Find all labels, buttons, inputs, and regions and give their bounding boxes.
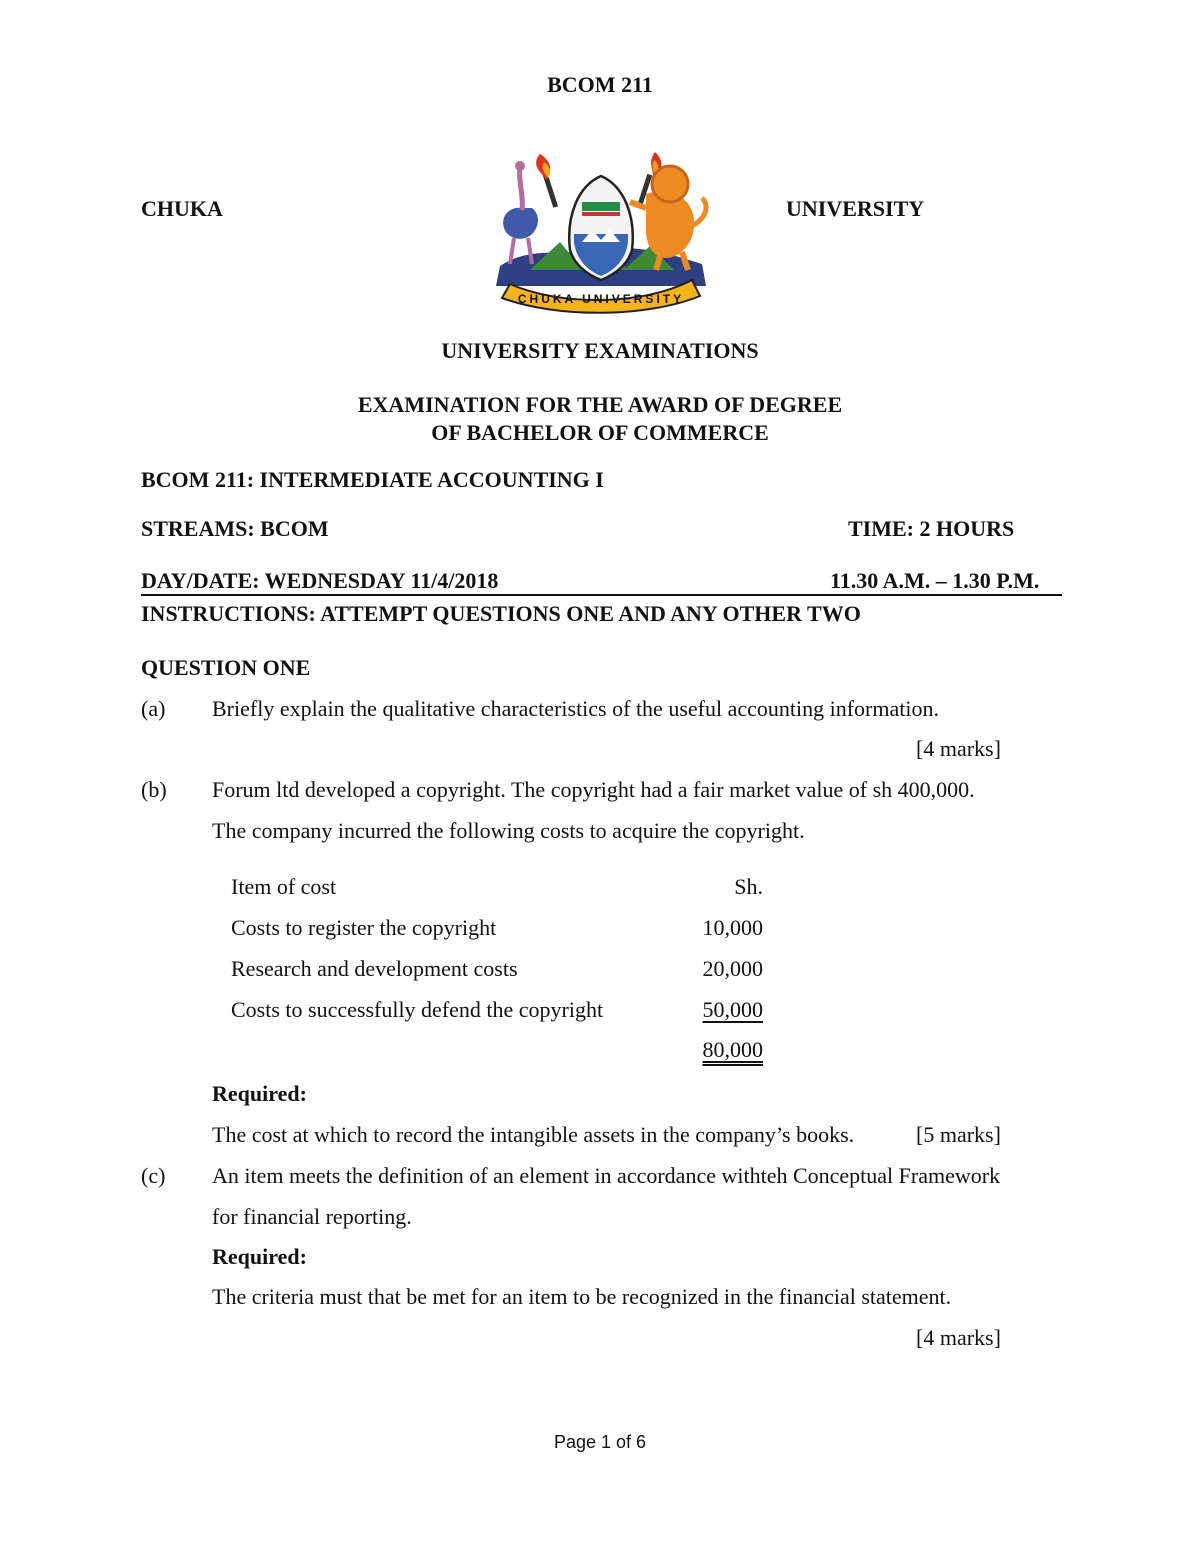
part-c-label: (c) (141, 1163, 166, 1188)
table-header-amount: Sh. (734, 874, 763, 899)
part-a-marks: [4 marks] (916, 736, 1001, 761)
exams-title: UNIVERSITY EXAMINATIONS (441, 338, 759, 363)
part-c-text-line2: for financial reporting. (212, 1204, 412, 1229)
part-b-text-line1: Forum ltd developed a copyright. The copyright had a fair market value of sh 400,000. (212, 777, 975, 802)
table-total-amount: 80,000 (702, 1037, 763, 1062)
part-b-required-text: The cost at which to record the intangible assets in the company’s books. (212, 1122, 855, 1147)
exam-duration: TIME: 2 HOURS (848, 516, 1015, 541)
table-row-item: Costs to register the copyright (231, 915, 497, 940)
part-c-marks: [4 marks] (916, 1325, 1001, 1350)
part-b-text-line2: The company incurred the following costs to acquire the copyright. (212, 818, 805, 843)
header-left-word: CHUKA (141, 196, 223, 221)
header-divider (141, 594, 1062, 596)
course-code-header: BCOM 211 (547, 72, 653, 97)
course-title: BCOM 211: INTERMEDIATE ACCOUNTING I (141, 467, 604, 492)
table-row-amount-cell (643, 997, 763, 1023)
crest-ribbon-text: CHUKA UNIVERSITY (517, 292, 685, 306)
part-a-text: Briefly explain the qualitative characteristics of the useful accounting information. (212, 696, 939, 721)
table-row-item: Research and development costs (231, 956, 518, 981)
table-row-amount: 10,000 (702, 915, 763, 940)
header-right-word: UNIVERSITY (786, 196, 925, 221)
streams: STREAMS: BCOM (141, 516, 329, 541)
table-row-amount: 50,000 (702, 997, 763, 1022)
part-b-required-label: Required: (212, 1081, 307, 1106)
exam-hours: 11.30 A.M. – 1.30 P.M. (830, 568, 1040, 593)
table-row-amount: 20,000 (702, 956, 763, 981)
award-title-line2: OF BACHELOR OF COMMERCE (431, 420, 769, 445)
instructions: INSTRUCTIONS: ATTEMPT QUESTIONS ONE AND ANY OTHER TWO (141, 601, 861, 626)
part-b-label: (b) (141, 777, 167, 802)
part-b-marks: [5 marks] (916, 1122, 1001, 1147)
page-number: Page 1 of 6 (553, 1432, 647, 1452)
part-c-text-line1: An item meets the definition of an element in accordance withteh Conceptual Framework (212, 1163, 1001, 1188)
table-row-item: Costs to successfully defend the copyright (231, 997, 604, 1022)
table-header-item: Item of cost (231, 874, 337, 899)
part-c-required-label: Required: (212, 1244, 307, 1269)
part-c-required-text: The criteria must that be met for an item to be recognized in the financial statement. (212, 1284, 952, 1309)
award-title-line1: EXAMINATION FOR THE AWARD OF DEGREE (357, 392, 843, 417)
exam-day-date: DAY/DATE: WEDNESDAY 11/4/2018 (141, 568, 499, 593)
part-a-label: (a) (141, 696, 166, 721)
question-one-heading: QUESTION ONE (141, 655, 311, 680)
table-total-cell (643, 1037, 763, 1063)
university-crest-logo (470, 146, 732, 316)
